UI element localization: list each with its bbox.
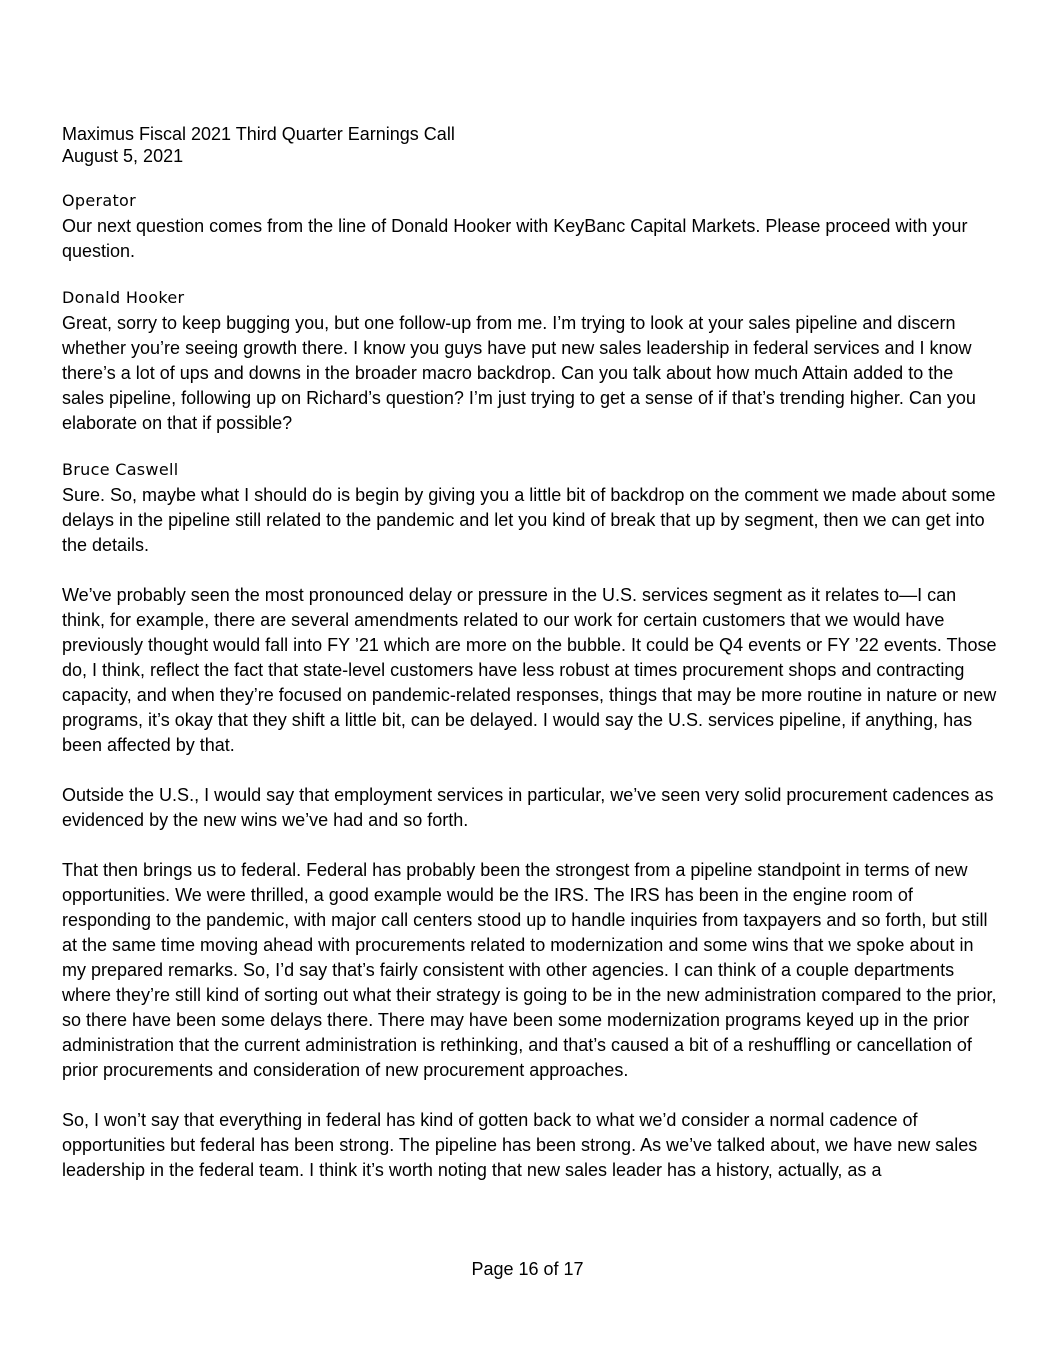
- speaker-name: Operator: [62, 191, 137, 210]
- section-bruce-caswell: [62, 460, 997, 1183]
- paragraph: We’ve probably seen the most pronounced delay or pressure in the U.S. services segment as it relates to—I can think, for example, there are several amendments related to our work for certain customers that we would have previously thought would fall into FY ’21 which are more on the bubble. It could be Q4 events or FY ’22 events. Those do, I think, reflect the fact that state-level customers have less robust at times procurement shops and contracting capacity, and when they’re focused on pandemic-related responses, things that may be more routine in nature or new programs, it’s okay that they shift a little bit, can be delayed. I would say the U.S. services pipeline, if anything, has been affected by that.: [62, 585, 997, 755]
- paragraph: Outside the U.S., I would say that employment services in particular, we’ve seen very solid procurement cadences as evidenced by the new wins we’ve had and so forth.: [62, 785, 994, 830]
- page-number: Page 16 of 17: [471, 1259, 584, 1279]
- document-date: August 5, 2021: [62, 146, 184, 166]
- document-header: [62, 123, 997, 167]
- paragraph: That then brings us to federal. Federal has probably been the strongest from a pipeline standpoint in terms of new opportunities. We were thrilled, a good example would be the IRS. The IRS has been in the engine room of responding to the pandemic, with major call centers stood up to handle inquiries from taxpayers and so forth, but still at the same time moving ahead with procurements related to modernization and some wins that we spoke about in my prepared remarks. So, I’d say that’s fairly consistent with other agencies. I can think of a couple departments where they’re still kind of sorting out what their strategy is going to be in the new administration compared to the prior, so there have been some delays there. There may have been some modernization programs keyed up in the prior administration that the current administration is rethinking, and that’s caused a bit of a reshuffling or cancellation of prior procurements and consideration of new procurement approaches.: [62, 860, 997, 1080]
- document-title: Maximus Fiscal 2021 Third Quarter Earnings Call: [62, 124, 455, 144]
- section-donald-hooker: [62, 288, 997, 436]
- transcript-page: [62, 123, 997, 1183]
- section-operator: [62, 191, 997, 264]
- paragraph: Great, sorry to keep bugging you, but one follow-up from me. I’m trying to look at your sales pipeline and discern whether you’re seeing growth there. I know you guys have put new sales leadership in federal services and I know there’s a lot of ups and downs in the broader macro backdrop. Can you talk about how much Attain added to the sales pipeline, following up on Richard’s question? I’m just trying to get a sense of if that’s trending higher. Can you elaborate on that if possible?: [62, 313, 976, 433]
- paragraph: So, I won’t say that everything in federal has kind of gotten back to what we’d consider a normal cadence of opportunities but federal has been strong. The pipeline has been strong. As we’ve talked about, we have new sales leadership in the federal team. I think it’s worth noting that new sales leader has a history, actually, as a: [62, 1110, 978, 1180]
- speaker-name: Bruce Caswell: [62, 460, 179, 479]
- speaker-name: Donald Hooker: [62, 288, 185, 307]
- paragraph: Sure. So, maybe what I should do is begin by giving you a little bit of backdrop on the comment we made about some delays in the pipeline still related to the pandemic and let you kind of break that up by segment, then we can get into the details.: [62, 485, 996, 555]
- paragraph: Our next question comes from the line of Donald Hooker with KeyBanc Capital Markets. Please proceed with your question.: [62, 216, 968, 261]
